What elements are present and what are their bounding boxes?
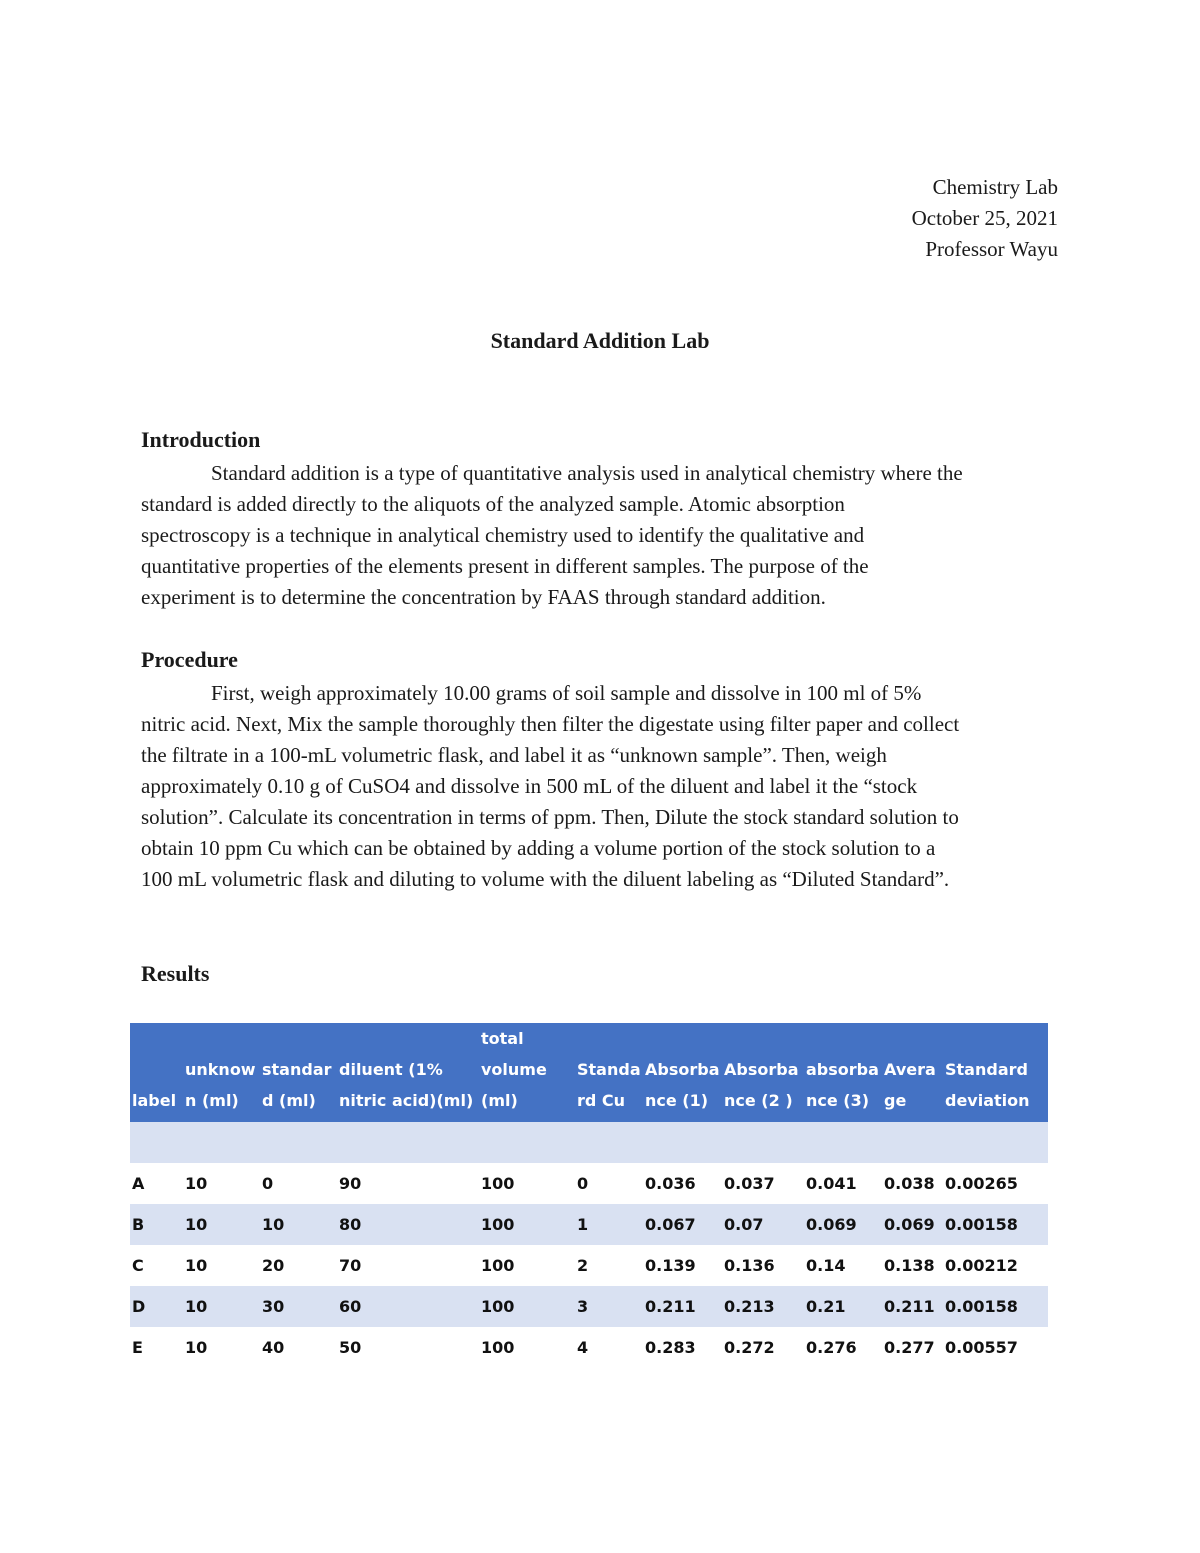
column-header: Absorba nce (2 ) [724,1060,799,1110]
column-header: Avera ge [884,1060,936,1110]
column-header: Standard deviation [945,1060,1030,1110]
table-header-row [130,1023,1048,1122]
column-header: Absorba nce (1) [645,1060,720,1110]
table-cell: E [132,1338,143,1357]
table-cell: 0.211 [884,1297,935,1316]
table-cell: 100 [481,1174,515,1193]
table-row [130,1245,1048,1286]
column-header: standar d (ml) [262,1060,332,1110]
column-header: absorba nce (3) [806,1060,879,1110]
paragraph-line: solution”. Calculate its concentration in terms of ppm. Then, Dilute the stock standard solution to [141,805,959,829]
table-cell: 0.00158 [945,1215,1018,1234]
paragraph-line: quantitative properties of the elements present in different samples. The purpose of the [141,554,869,578]
table-cell: 0.138 [884,1256,935,1275]
table-cell: 10 [262,1215,285,1234]
table-cell: 10 [185,1174,208,1193]
professor-name: Professor Wayu [925,237,1058,261]
procedure-heading: Procedure [141,647,238,672]
introduction-paragraph [141,458,1061,613]
table-cell: 4 [577,1338,589,1357]
table-cell: 0.00557 [945,1338,1018,1357]
table-cell: 100 [481,1338,515,1357]
table-cell: 0.283 [645,1338,696,1357]
table-cell: B [132,1215,145,1234]
paragraph-line: approximately 0.10 g of CuSO4 and dissolve in 500 mL of the diluent and label it the “stock [141,774,918,798]
table-cell: 0.038 [884,1174,935,1193]
column-header: label [132,1091,177,1110]
column-header: Standa rd Cu [577,1060,641,1110]
table-cell: 0 [262,1174,274,1193]
paragraph-line: spectroscopy is a technique in analytical chemistry used to identify the qualitative and [141,523,865,547]
table-cell: 0.276 [806,1338,857,1357]
table-row [130,1286,1048,1327]
table-cell: 0.069 [884,1215,935,1234]
results-table [130,1023,1048,1368]
table-cell: C [132,1256,144,1275]
table-cell: 0.139 [645,1256,696,1275]
table-cell: 50 [339,1338,362,1357]
paragraph-line: 100 mL volumetric flask and diluting to volume with the diluent labeling as “Diluted Standard”. [141,867,950,891]
table-cell: 0.00212 [945,1256,1018,1275]
table-cell: 60 [339,1297,362,1316]
table-row [130,1327,1048,1368]
table-cell: 0.067 [645,1215,696,1234]
header-block [912,172,1058,265]
table-cell: 0.277 [884,1338,935,1357]
results-heading: Results [141,961,210,986]
table-cell: 0.00265 [945,1174,1018,1193]
table-cell: 0.036 [645,1174,696,1193]
table-cell: 0.211 [645,1297,696,1316]
column-header: total volume (ml) [481,1029,547,1110]
table-cell: 0.07 [724,1215,764,1234]
table-cell: 100 [481,1297,515,1316]
table-cell: 70 [339,1256,362,1275]
introduction-heading: Introduction [141,427,261,452]
document-title: Standard Addition Lab [490,328,710,353]
table-row [130,1163,1048,1204]
table-cell: 0.14 [806,1256,846,1275]
table-cell: 40 [262,1338,285,1357]
course-name: Chemistry Lab [932,175,1058,199]
table-cell: 10 [185,1256,208,1275]
table-cell: 0.272 [724,1338,775,1357]
table-cell: 0.00158 [945,1297,1018,1316]
column-header: unknow n (ml) [185,1060,256,1110]
table-cell: 0 [577,1174,589,1193]
table-cell: 10 [185,1297,208,1316]
report-date: October 25, 2021 [911,206,1058,230]
table-cell: D [132,1297,146,1316]
table-cell: A [132,1174,145,1193]
procedure-paragraph [141,678,1061,895]
paragraph-line: experiment is to determine the concentration by FAAS through standard addition. [141,585,826,609]
table-cell: 0.213 [724,1297,775,1316]
paragraph-line: First, weigh approximately 10.00 grams of soil sample and dissolve in 100 ml of 5% [211,681,922,705]
table-cell: 30 [262,1297,285,1316]
table-cell: 0.041 [806,1174,857,1193]
table-cell: 90 [339,1174,362,1193]
table-cell: 10 [185,1215,208,1234]
table-cell: 0.21 [806,1297,846,1316]
table-cell: 3 [577,1297,589,1316]
paragraph-line: standard is added directly to the aliquots of the analyzed sample. Atomic absorption [141,492,845,516]
paragraph-line: the filtrate in a 100-mL volumetric flask, and label it as “unknown sample”. Then, weigh [141,743,887,767]
table-cell: 20 [262,1256,285,1275]
table-cell: 10 [185,1338,208,1357]
table-cell: 0.037 [724,1174,775,1193]
table-cell: 0.069 [806,1215,857,1234]
table-cell: 80 [339,1215,362,1234]
table-row [130,1204,1048,1245]
table-cell: 1 [577,1215,589,1234]
table-cell: 100 [481,1256,515,1275]
paragraph-line: nitric acid. Next, Mix the sample thoroughly then filter the digestate using filter paper and collect [141,712,960,736]
column-header: diluent (1% nitric acid)(ml) [339,1060,474,1110]
paragraph-line: Standard addition is a type of quantitative analysis used in analytical chemistry where the [211,461,963,485]
table-cell: 0.136 [724,1256,775,1275]
table-cell: 100 [481,1215,515,1234]
paragraph-line: obtain 10 ppm Cu which can be obtained by adding a volume portion of the stock solution to a [141,836,936,860]
table-cell: 2 [577,1256,589,1275]
empty-band-row [130,1122,1048,1163]
